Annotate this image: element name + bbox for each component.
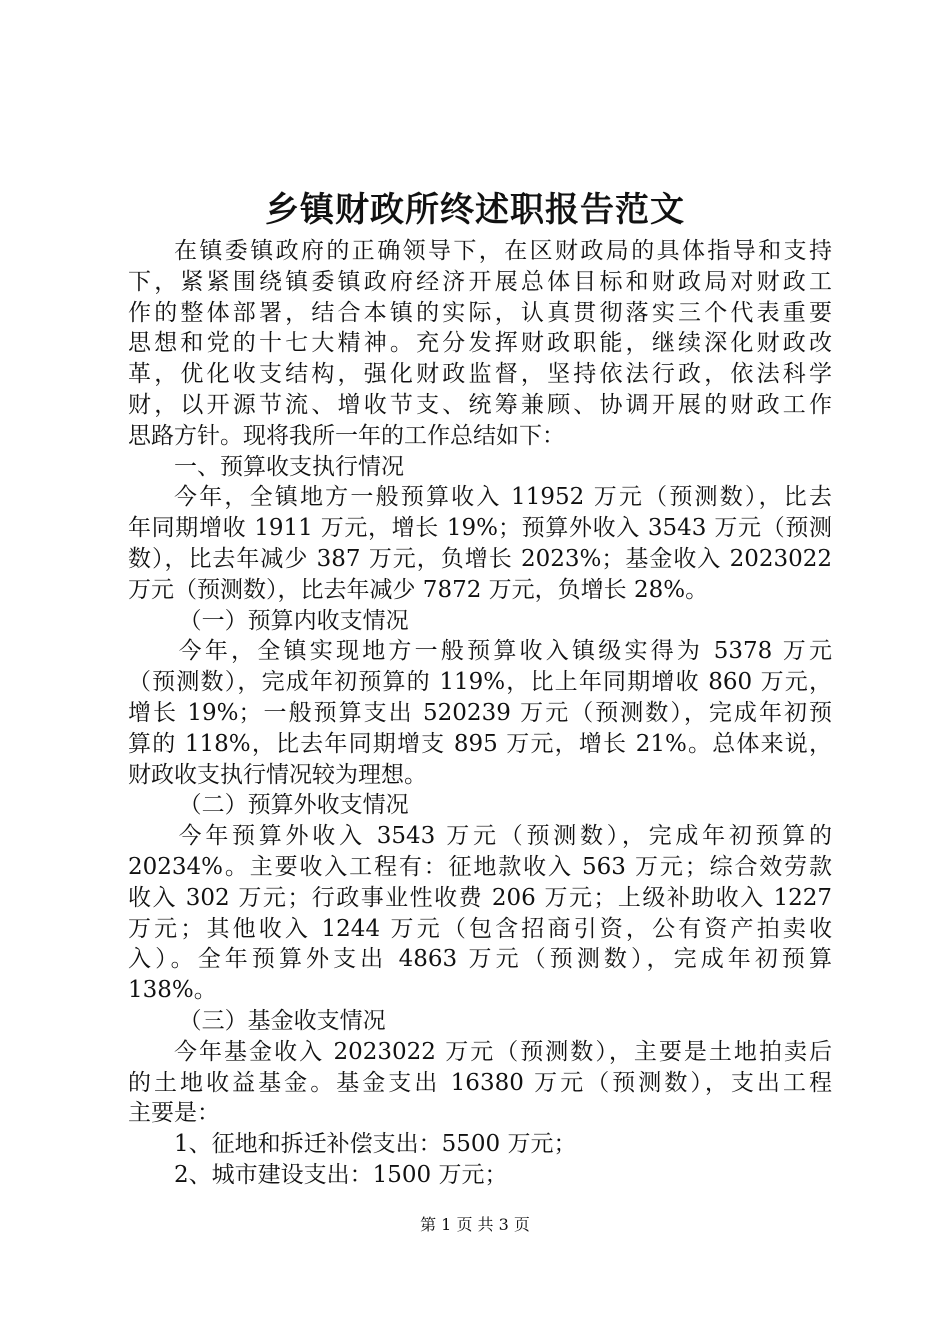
body-text-line: 今年预算外收入 3543 万元（预测数），完成年初预算的 [178,823,832,850]
body-text-line: 算的 118%，比去年同期增支 895 万元，增长 21%。总体来说， [128,730,832,757]
body-text-line: 2、城市建设支出：1500 万元； [174,1161,508,1188]
body-text-line: 革，优化收支结构，强化财政监督，坚持依法行政，依法科学 [128,361,832,388]
body-text-line: 万元（预测数），比去年减少 7872 万元，负增长 28%。 [128,576,709,603]
body-text-line: 今年，全镇实现地方一般预算收入镇级实得为 5378 万元 [178,638,832,665]
body-text-line: 的土地收益基金。基金支出 16380 万元（预测数），支出工程 [128,1069,832,1096]
body-text-line: 思想和党的十七大精神。充分发挥财政职能，继续深化财政改 [128,330,832,357]
body-text-line: 入）。全年预算外支出 4863 万元（预测数），完成年初预算 [128,946,832,973]
body-text-line: 今年，全镇地方一般预算收入 11952 万元（预测数），比去 [174,484,832,511]
body-text-line: （二）预算外收支情况 [178,792,409,819]
body-text-line: 收入 302 万元；行政事业性收费 206 万元；上级补助收入 1227 [128,884,832,911]
page-footer: 第 1 页 共 3 页 [420,1215,530,1234]
body-text-line: 财政收支执行情况较为理想。 [128,761,427,788]
body-text-line: 在镇委镇政府的正确领导下，在区财政局的具体指导和支持 [174,238,832,264]
body-text-line: 今年基金收入 2023022 万元（预测数），主要是土地拍卖后 [174,1038,832,1065]
body-text-line: 一、预算收支执行情况 [174,453,404,480]
body-text-line: （一）预算内收支情况 [178,607,409,634]
body-text-line: 下，紧紧围绕镇委镇政府经济开展总体目标和财政局对财政工 [128,268,832,295]
body-text-line: 138%。 [128,977,217,1004]
body-text-line: 万元；其他收入 1244 万元（包含招商引资，公有资产拍卖收 [128,915,832,942]
body-text-line: 作的整体部署，结合本镇的实际，认真贯彻落实三个代表重要 [128,299,832,326]
body-text-line: 年同期增收 1911 万元，增长 19%；预算外收入 3543 万元（预测 [128,515,832,542]
body-text-line: （预测数），完成年初预算的 119%，比上年同期增收 860 万元， [128,669,832,696]
body-text-line: 1、征地和拆迁补偿支出：5500 万元； [174,1131,577,1158]
body-text-line: 财，以开源节流、增收节支、统筹兼顾、协调开展的财政工作 [128,391,832,418]
document-body [128,236,832,1191]
body-text-line: 主要是： [128,1100,220,1127]
body-text-line: 增长 19%；一般预算支出 520239 万元（预测数），完成年初预 [128,699,832,726]
body-text-line: 数），比去年减少 387 万元，负增长 2023%；基金收入 2023022 [128,545,832,572]
body-text-line: 思路方针。现将我所一年的工作总结如下： [128,422,565,449]
document-title: 乡镇财政所终述职报告范文 [265,190,685,230]
body-text-line: 20234%。主要收入工程有：征地款收入 563 万元；综合效劳款 [128,853,832,880]
body-text-line: （三）基金收支情况 [178,1007,386,1034]
